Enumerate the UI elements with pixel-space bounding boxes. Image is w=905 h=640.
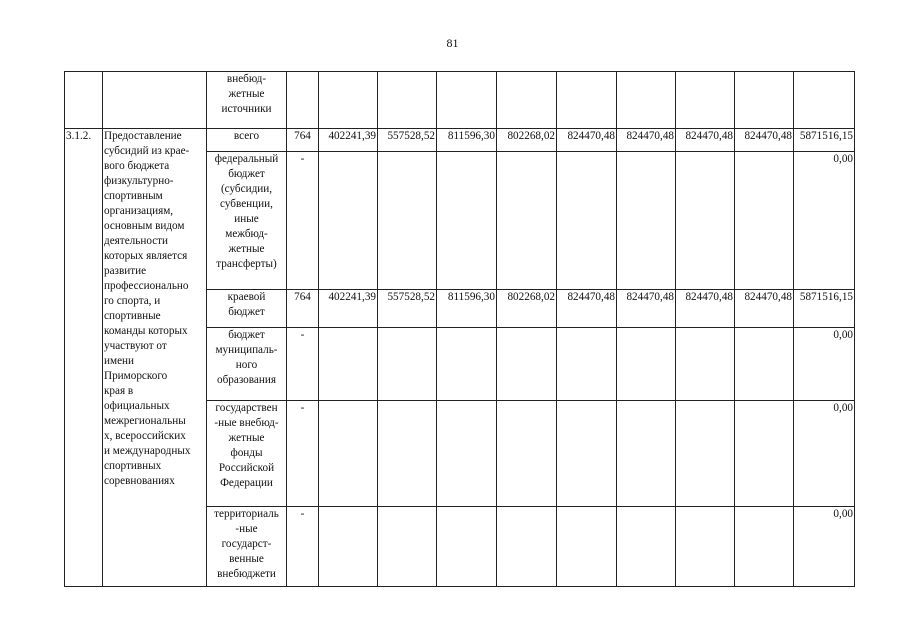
funding-source-line: жетные — [228, 432, 265, 444]
item-name-line: деятельности — [104, 235, 169, 247]
funding-source-line: бюджет — [228, 306, 265, 318]
year-value-cell — [617, 507, 676, 587]
year-value-cell: 802268,02 — [497, 290, 557, 328]
item-name-line: организациям, — [104, 205, 174, 217]
year-value-cell: 824470,48 — [617, 290, 676, 328]
year-value-cell — [557, 152, 617, 290]
year-value-cell — [617, 328, 676, 401]
year-value-cell — [735, 328, 794, 401]
year-value-cell — [319, 507, 378, 587]
year-value-cell — [676, 328, 735, 401]
funding-source-line: межбюд- — [225, 228, 268, 240]
funding-source-line: всего — [233, 130, 260, 142]
value-cell-empty — [319, 72, 378, 129]
year-value-cell: 824470,48 — [676, 129, 735, 152]
funding-source-line: субвенции, — [220, 198, 273, 210]
year-value-cell — [437, 401, 497, 507]
year-value-cell: 557528,52 — [378, 129, 437, 152]
year-value-cell — [497, 507, 557, 587]
total-value-cell: 5871516,15 — [794, 129, 855, 152]
funding-source-cell — [207, 328, 287, 401]
funding-source-cell — [207, 152, 287, 290]
funding-source-cell — [207, 290, 287, 328]
name-cell-empty — [103, 72, 207, 129]
item-name-line: официальных — [104, 400, 170, 412]
year-value-cell: 402241,39 — [319, 129, 378, 152]
funding-source-line: фонды — [230, 447, 263, 459]
funding-source-line: государст- — [221, 538, 272, 550]
year-value-cell — [735, 401, 794, 507]
value-cell-empty — [557, 72, 617, 129]
year-value-cell — [617, 401, 676, 507]
year-value-cell — [735, 152, 794, 290]
item-name-line: межрегиональны — [104, 415, 186, 427]
year-value-cell: 811596,30 — [437, 129, 497, 152]
budget-code-cell: 764 — [287, 290, 319, 328]
funding-source-line: жетные — [228, 88, 265, 100]
year-value-cell — [437, 152, 497, 290]
total-value-cell: 5871516,15 — [794, 290, 855, 328]
budget-code-cell: - — [287, 328, 319, 401]
item-name-line: го спорта, и — [104, 295, 161, 307]
item-name-line: развитие — [104, 265, 147, 277]
item-name-line: Приморского — [104, 370, 168, 382]
year-value-cell — [437, 328, 497, 401]
budget-code-cell: - — [287, 401, 319, 507]
value-cell-empty — [676, 72, 735, 129]
funding-source-line: образования — [216, 374, 276, 386]
year-value-cell: 402241,39 — [319, 290, 378, 328]
item-name-line: профессионально — [104, 280, 189, 292]
year-value-cell: 802268,02 — [497, 129, 557, 152]
table-row — [65, 129, 855, 152]
item-name-line: имени — [104, 355, 135, 367]
item-name — [103, 129, 207, 587]
item-name-line: физкультурно- — [104, 175, 174, 187]
funding-source-cell — [207, 507, 287, 587]
item-name-line: х, всероссийских — [104, 430, 186, 442]
funding-source-line: краевой — [227, 291, 266, 303]
funding-source-cell — [207, 129, 287, 152]
funding-source-line: жетные — [228, 243, 265, 255]
funding-source-line: внебюджети — [217, 568, 276, 580]
funding-source-line: территориаль — [214, 508, 279, 520]
year-value-cell — [378, 328, 437, 401]
year-value-cell — [437, 507, 497, 587]
funding-source-line: трансферты) — [216, 258, 277, 270]
item-number: 3.1.2. — [65, 129, 103, 587]
year-value-cell — [319, 401, 378, 507]
funding-source-line: бюджет — [228, 329, 265, 341]
total-cell-empty — [794, 72, 855, 129]
funding-source-line: источники — [221, 103, 272, 115]
number-cell-empty — [65, 72, 103, 129]
year-value-cell — [676, 152, 735, 290]
year-value-cell: 557528,52 — [378, 290, 437, 328]
year-value-cell — [557, 401, 617, 507]
total-value-cell: 0,00 — [794, 401, 855, 507]
value-cell-empty — [437, 72, 497, 129]
funding-source-cell — [207, 401, 287, 507]
funding-source-line: внебюд- — [226, 73, 267, 85]
year-value-cell: 824470,48 — [676, 290, 735, 328]
funding-source-line: Федерации — [220, 477, 273, 489]
item-name-line: спортивных — [104, 460, 162, 472]
year-value-cell: 824470,48 — [735, 290, 794, 328]
year-value-cell — [319, 152, 378, 290]
funding-source-line: федеральный — [214, 153, 279, 165]
year-value-cell — [497, 328, 557, 401]
year-value-cell — [557, 507, 617, 587]
year-value-cell — [676, 401, 735, 507]
funding-source-cell — [207, 72, 287, 129]
year-value-cell — [617, 152, 676, 290]
funding-source-line: государствен — [215, 402, 278, 414]
code-cell-empty — [287, 72, 319, 129]
item-name-line: команды которых — [104, 325, 188, 337]
funding-source-line: -ные — [235, 523, 258, 535]
item-name-line: участвуют от — [104, 340, 167, 352]
year-value-cell — [378, 401, 437, 507]
table-row-continuation — [65, 72, 855, 129]
year-value-cell: 824470,48 — [735, 129, 794, 152]
budget-code-cell: - — [287, 507, 319, 587]
budget-table — [64, 71, 855, 587]
year-value-cell — [497, 401, 557, 507]
total-value-cell: 0,00 — [794, 507, 855, 587]
value-cell-empty — [735, 72, 794, 129]
budget-code-cell: - — [287, 152, 319, 290]
budget-code-cell: 764 — [287, 129, 319, 152]
year-value-cell: 824470,48 — [617, 129, 676, 152]
value-cell-empty — [497, 72, 557, 129]
year-value-cell: 811596,30 — [437, 290, 497, 328]
value-cell-empty — [617, 72, 676, 129]
year-value-cell — [319, 328, 378, 401]
item-name-line: и международных — [104, 445, 191, 457]
item-name-line: края в — [104, 385, 134, 397]
total-value-cell: 0,00 — [794, 328, 855, 401]
year-value-cell — [497, 152, 557, 290]
item-name-line: субсидий из крае- — [104, 145, 190, 157]
page-number: 81 — [446, 36, 459, 50]
funding-source-line: Российской — [218, 462, 275, 474]
value-cell-empty — [378, 72, 437, 129]
item-name-line: спортивным — [104, 190, 163, 202]
item-name-line: которых является — [104, 250, 188, 262]
funding-source-line: (субсидии, — [220, 183, 273, 195]
year-value-cell: 824470,48 — [557, 290, 617, 328]
item-name-line: вого бюджета — [104, 160, 170, 172]
year-value-cell — [378, 507, 437, 587]
item-name-line: Предоставление — [104, 130, 182, 142]
year-value-cell — [378, 152, 437, 290]
item-name-line: основным видом — [104, 220, 185, 232]
funding-source-line: муниципаль- — [215, 344, 278, 356]
funding-source-line: бюджет — [228, 168, 265, 180]
funding-source-line: иные — [234, 213, 259, 225]
total-value-cell: 0,00 — [794, 152, 855, 290]
year-value-cell — [735, 507, 794, 587]
year-value-cell — [557, 328, 617, 401]
funding-source-line: -ные внебюд- — [214, 417, 279, 429]
year-value-cell — [676, 507, 735, 587]
item-name-line: соревнованиях — [104, 475, 175, 487]
funding-source-line: венные — [229, 553, 264, 565]
item-name-line: спортивные — [104, 310, 161, 322]
funding-source-line: ного — [235, 359, 258, 371]
year-value-cell: 824470,48 — [557, 129, 617, 152]
